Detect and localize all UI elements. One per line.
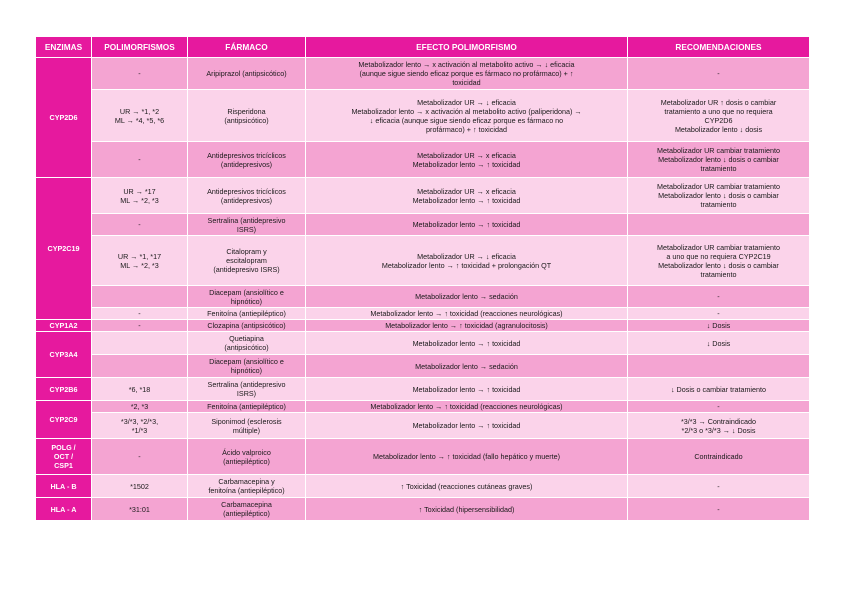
recommendation-cell: -	[628, 498, 810, 521]
recommendation-cell: Metabolizador UR ↑ dosis o cambiar tratamiento a uno que no requiera CYP2D6 Metabolizador lento ↓ dosis	[628, 90, 810, 142]
recommendation-cell: ↓ Dosis o cambiar tratamiento	[628, 378, 810, 401]
drug-cell: Ácido valproico (antiepiléptico)	[188, 439, 306, 475]
effect-cell: ↑ Toxicidad (reacciones cutáneas graves)	[306, 475, 628, 498]
enzyme-hla-b: HLA - B	[36, 475, 92, 498]
table-row	[36, 214, 810, 236]
recommendation-cell: -	[628, 58, 810, 90]
polymorphism-cell: *31:01	[92, 498, 188, 521]
polymorphism-cell	[92, 355, 188, 378]
table-row	[36, 332, 810, 355]
effect-cell: Metabolizador lento → ↑ toxicidad	[306, 332, 628, 355]
table-row	[36, 439, 810, 475]
pharmacogenomics-table	[35, 36, 810, 521]
polymorphism-cell: UR → *1, *17 ML → *2, *3	[92, 236, 188, 286]
effect-cell: Metabolizador lento → ↑ toxicidad (reacciones neurológicas)	[306, 401, 628, 413]
recommendation-cell: ↓ Dosis	[628, 320, 810, 332]
effect-cell: Metabolizador UR → x eficacia Metabolizador lento → ↑ toxicidad	[306, 142, 628, 178]
drug-cell: Diacepam (ansiolítico e hipnótico)	[188, 286, 306, 308]
polymorphism-cell: UR → *17 ML → *2, *3	[92, 178, 188, 214]
polymorphism-cell: -	[92, 439, 188, 475]
enzyme-cyp3a4: CYP3A4	[36, 332, 92, 378]
effect-cell: Metabolizador lento → x activación al metabolito activo → ↓ eficacia (aunque sigue siendo eficaz porque es fármaco no profármaco) + ↑ toxicidad	[306, 58, 628, 90]
table-row	[36, 58, 810, 90]
drug-cell: Fenitoína (antiepiléptico)	[188, 308, 306, 320]
header-farmaco: FÁRMACO	[188, 37, 306, 58]
table-row	[36, 401, 810, 413]
polymorphism-cell: *6, *18	[92, 378, 188, 401]
effect-cell: Metabolizador lento → ↑ toxicidad	[306, 413, 628, 439]
effect-cell: Metabolizador lento → ↑ toxicidad (agranulocitosis)	[306, 320, 628, 332]
recommendation-cell: Metabolizador UR cambiar tratamiento Metabolizador lento ↓ dosis o cambiar tratamiento	[628, 142, 810, 178]
recommendation-cell: -	[628, 308, 810, 320]
table-row	[36, 355, 810, 378]
header-row	[36, 37, 810, 58]
effect-cell: Metabolizador UR → ↓ eficacia Metabolizador lento → x activación al metabolito activo (paliperidona) → ↓ eficacia (aunque sigue siendo eficaz porque es fármaco no profármaco) + ↑ toxicidad	[306, 90, 628, 142]
recommendation-cell: Metabolizador UR cambiar tratamiento Metabolizador lento ↓ dosis o cambiar tratamiento	[628, 178, 810, 214]
table-row	[36, 286, 810, 308]
enzyme-hla-a: HLA - A	[36, 498, 92, 521]
table-row	[36, 178, 810, 214]
recommendation-cell: -	[628, 401, 810, 413]
polymorphism-cell: -	[92, 58, 188, 90]
polymorphism-cell: -	[92, 320, 188, 332]
polymorphism-cell: -	[92, 308, 188, 320]
effect-cell: Metabolizador lento → ↑ toxicidad (fallo hepático y muerte)	[306, 439, 628, 475]
table-row	[36, 142, 810, 178]
drug-cell: Citalopram y escitalopram (antidepresivo ISRS)	[188, 236, 306, 286]
table-row	[36, 90, 810, 142]
table-row	[36, 320, 810, 332]
recommendation-cell	[628, 355, 810, 378]
header-polimorfismos: POLIMORFISMOS	[92, 37, 188, 58]
recommendation-cell: *3/*3 → Contraindicado *2/*3 o *3/*3 → ↓ Dosis	[628, 413, 810, 439]
enzyme-cyp1a2: CYP1A2	[36, 320, 92, 332]
enzyme-polg-oct-csp1: POLG / OCT / CSP1	[36, 439, 92, 475]
drug-cell: Quetiapina (antipsicótico)	[188, 332, 306, 355]
table-row	[36, 378, 810, 401]
table-row	[36, 236, 810, 286]
effect-cell: Metabolizador UR → x eficacia Metabolizador lento → ↑ toxicidad	[306, 178, 628, 214]
drug-cell: Antidepresivos tricíclicos (antidepresivos)	[188, 142, 306, 178]
polymorphism-cell: *1502	[92, 475, 188, 498]
polymorphism-cell: *2, *3	[92, 401, 188, 413]
table-row	[36, 475, 810, 498]
drug-cell: Sertralina (antidepresivo ISRS)	[188, 378, 306, 401]
drug-cell: Siponimod (esclerosis múltiple)	[188, 413, 306, 439]
header-enzimas: ENZIMAS	[36, 37, 92, 58]
effect-cell: Metabolizador lento → ↑ toxicidad (reacciones neurológicas)	[306, 308, 628, 320]
recommendation-cell: -	[628, 286, 810, 308]
enzyme-cyp2b6: CYP2B6	[36, 378, 92, 401]
drug-cell: Diacepam (ansiolítico e hipnótico)	[188, 355, 306, 378]
polymorphism-cell: *3/*3, *2/*3, *1/*3	[92, 413, 188, 439]
header-recomendaciones: RECOMENDACIONES	[628, 37, 810, 58]
drug-cell: Aripiprazol (antipsicótico)	[188, 58, 306, 90]
drug-cell: Sertralina (antidepresivo ISRS)	[188, 214, 306, 236]
effect-cell: Metabolizador lento → ↑ toxicidad	[306, 214, 628, 236]
polymorphism-cell	[92, 332, 188, 355]
recommendation-cell: Contraindicado	[628, 439, 810, 475]
effect-cell: ↑ Toxicidad (hipersensibilidad)	[306, 498, 628, 521]
drug-cell: Carbamacepina (antiepiléptico)	[188, 498, 306, 521]
enzyme-cyp2d6: CYP2D6	[36, 58, 92, 178]
recommendation-cell: ↓ Dosis	[628, 332, 810, 355]
drug-cell: Clozapina (antipsicótico)	[188, 320, 306, 332]
enzyme-cyp2c19: CYP2C19	[36, 178, 92, 320]
effect-cell: Metabolizador lento → ↑ toxicidad	[306, 378, 628, 401]
table-row	[36, 308, 810, 320]
drug-cell: Antidepresivos tricíclicos (antidepresivos)	[188, 178, 306, 214]
header-efecto: EFECTO POLIMORFISMO	[306, 37, 628, 58]
recommendation-cell: Metabolizador UR cambiar tratamiento a uno que no requiera CYP2C19 Metabolizador lento ↓ dosis o cambiar tratamiento	[628, 236, 810, 286]
effect-cell: Metabolizador lento → sedación	[306, 355, 628, 378]
table-row	[36, 413, 810, 439]
polymorphism-cell: UR → *1, *2 ML → *4, *5, *6	[92, 90, 188, 142]
table-row	[36, 498, 810, 521]
recommendation-cell: -	[628, 475, 810, 498]
enzyme-cyp2c9: CYP2C9	[36, 401, 92, 439]
polymorphism-cell: -	[92, 214, 188, 236]
drug-cell: Fenitoína (antiepiléptico)	[188, 401, 306, 413]
polymorphism-cell: -	[92, 142, 188, 178]
effect-cell: Metabolizador lento → sedación	[306, 286, 628, 308]
drug-cell: Carbamacepina y fenitoína (antiepiléptico)	[188, 475, 306, 498]
polymorphism-cell	[92, 286, 188, 308]
effect-cell: Metabolizador UR → ↓ eficacia Metabolizador lento → ↑ toxicidad + prolongación QT	[306, 236, 628, 286]
recommendation-cell	[628, 214, 810, 236]
drug-cell: Risperidona (antipsicótico)	[188, 90, 306, 142]
